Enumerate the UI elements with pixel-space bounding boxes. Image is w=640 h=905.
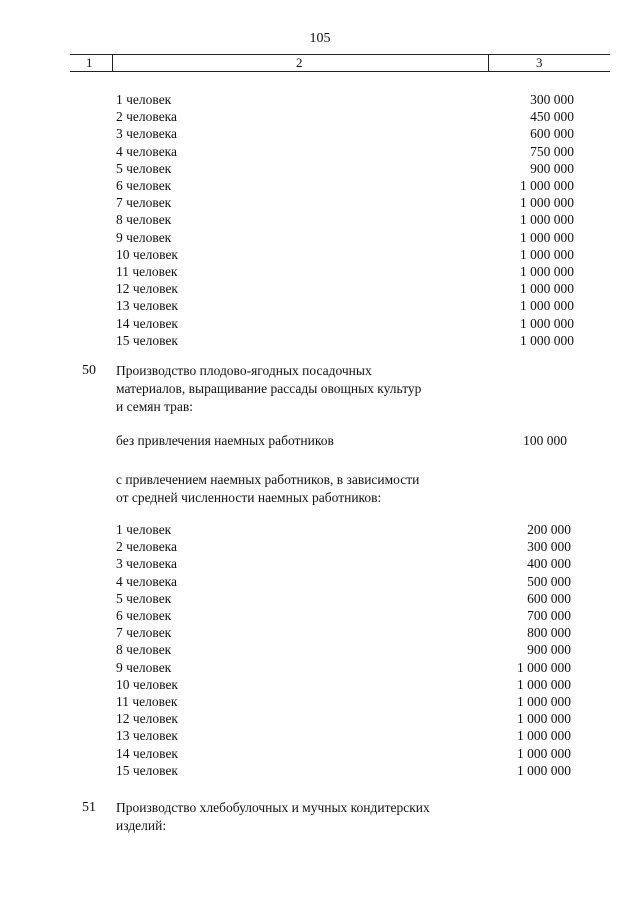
block1-row-value: 1 000 000 xyxy=(520,298,574,314)
block2-row-value: 1 000 000 xyxy=(517,762,571,778)
block1-row-label: 13 человек xyxy=(116,298,178,314)
block2-row xyxy=(0,590,640,607)
block2-row-value: 200 000 xyxy=(527,522,571,537)
block1-row-label: 7 человек xyxy=(116,195,172,211)
block1-row xyxy=(0,177,640,194)
block1-row-value: 900 000 xyxy=(530,160,574,176)
section-51-number: 51 xyxy=(82,800,96,815)
section-51-title-line-1: Производство хлебобулочных и мучных кондитерских xyxy=(116,800,430,815)
page-number: 105 xyxy=(309,31,331,46)
block2-row-value: 400 000 xyxy=(527,556,571,572)
block2-row xyxy=(0,521,640,538)
block1-row-label: 1 человек xyxy=(116,92,172,107)
block1-row xyxy=(0,297,640,314)
block1-row-value: 1 000 000 xyxy=(520,315,574,331)
block1-row-label: 14 человек xyxy=(116,315,178,331)
hire-line-1: с привлечением наемных работников, в зависимости xyxy=(116,472,420,487)
block2-row-label: 5 человек xyxy=(116,590,172,606)
block2-row xyxy=(0,693,640,710)
block2-row-label: 7 человек xyxy=(116,625,172,641)
section-50-title-line-1: Производство плодово-ягодных посадочных xyxy=(116,363,372,378)
block2-row-label: 6 человек xyxy=(116,608,172,623)
block2-row-value: 500 000 xyxy=(527,573,571,589)
block2-row-label: 13 человек xyxy=(116,728,178,744)
block1-row-value: 1 000 000 xyxy=(520,195,574,211)
block2-row-label: 3 человека xyxy=(116,556,178,572)
block2-row-value: 600 000 xyxy=(527,590,571,606)
block2-row xyxy=(0,555,640,572)
block1-row xyxy=(0,315,640,332)
block2-row-label: 2 человека xyxy=(116,539,178,555)
header-col-1: 1 xyxy=(86,55,93,70)
block2-row-label: 10 человек xyxy=(116,676,178,692)
block1-row xyxy=(0,246,640,263)
header-divider-2 xyxy=(488,54,489,72)
block2-row xyxy=(0,745,640,762)
block2-row-value: 1 000 000 xyxy=(517,745,571,761)
block1-row xyxy=(0,125,640,142)
block1-row-value: 450 000 xyxy=(530,109,574,125)
no-hire-row xyxy=(0,432,640,449)
block2-row-label: 9 человек xyxy=(116,659,172,675)
block2-row-label: 15 человек xyxy=(116,762,178,778)
block2-row xyxy=(0,624,640,641)
block2-row xyxy=(0,641,640,658)
block2-row-value: 1 000 000 xyxy=(517,728,571,744)
block2-row-value: 900 000 xyxy=(527,642,571,658)
block1-row-label: 6 человек xyxy=(116,178,172,193)
table-header xyxy=(70,54,610,72)
block1-row-label: 10 человек xyxy=(116,246,178,262)
block2-row-label: 1 человек xyxy=(116,522,172,537)
no-hire-value: 100 000 xyxy=(523,433,567,448)
block2-row xyxy=(0,710,640,727)
block2-row xyxy=(0,607,640,624)
block1-row-value: 1 000 000 xyxy=(520,229,574,245)
block1-row xyxy=(0,108,640,125)
header-divider-1 xyxy=(112,54,113,72)
block1-row-value: 300 000 xyxy=(530,92,574,107)
block1-row-label: 9 человек xyxy=(116,229,172,245)
block1-row xyxy=(0,91,640,108)
block1-row-value: 1 000 000 xyxy=(520,246,574,262)
block2-row-value: 1 000 000 xyxy=(517,711,571,727)
block2-row xyxy=(0,659,640,676)
block1-row-label: 12 человек xyxy=(116,281,178,297)
block1-row-value: 1 000 000 xyxy=(520,264,574,279)
block2-row-value: 1 000 000 xyxy=(517,676,571,692)
no-hire-label: без привлечения наемных работников xyxy=(116,433,334,448)
section-50-title-line-3: и семян трав: xyxy=(116,399,194,414)
block1-row-value: 600 000 xyxy=(530,126,574,142)
block2-row-value: 1 000 000 xyxy=(517,694,571,709)
block2-row-value: 700 000 xyxy=(527,608,571,623)
header-bottom-rule xyxy=(70,71,610,72)
block1-row-label: 11 человек xyxy=(116,264,178,279)
block2-row-label: 14 человек xyxy=(116,745,178,761)
block1-row-value: 1 000 000 xyxy=(520,212,574,228)
block2-row xyxy=(0,676,640,693)
header-col-3: 3 xyxy=(536,55,543,70)
block1-row-label: 2 человека xyxy=(116,109,178,125)
block1-row-value: 750 000 xyxy=(530,143,574,159)
block1-row xyxy=(0,332,640,349)
block2-row xyxy=(0,727,640,744)
block2-row-value: 1 000 000 xyxy=(517,659,571,675)
section-51-title-line-2: изделий: xyxy=(116,818,167,833)
header-col-2: 2 xyxy=(296,55,303,70)
block1-row-label: 8 человек xyxy=(116,212,172,228)
block2-row-label: 11 человек xyxy=(116,694,178,709)
block1-row-value: 1 000 000 xyxy=(520,178,574,193)
block1-row-label: 5 человек xyxy=(116,160,172,176)
block1-row xyxy=(0,211,640,228)
block1-row-value: 1 000 000 xyxy=(520,332,574,348)
block1-row xyxy=(0,263,640,280)
block1-row-label: 4 человека xyxy=(116,143,178,159)
block2-row-value: 800 000 xyxy=(527,625,571,641)
block2-row-label: 8 человек xyxy=(116,642,172,658)
block2-row-label: 12 человек xyxy=(116,711,178,727)
block1-row-label: 15 человек xyxy=(116,332,178,348)
block1-row xyxy=(0,160,640,177)
block2-row xyxy=(0,538,640,555)
block1-row xyxy=(0,280,640,297)
block2-row-value: 300 000 xyxy=(527,539,571,555)
block1-row xyxy=(0,229,640,246)
section-50-number: 50 xyxy=(82,363,96,378)
hire-line-2: от средней численности наемных работников: xyxy=(116,490,382,505)
block2-row xyxy=(0,573,640,590)
block2-row-label: 4 человека xyxy=(116,573,178,589)
block1-row xyxy=(0,143,640,160)
header-top-rule xyxy=(70,54,610,55)
block1-row xyxy=(0,194,640,211)
block2-row xyxy=(0,762,640,779)
section-50-title-line-2: материалов, выращивание рассады овощных культур xyxy=(116,381,422,396)
block1-row-value: 1 000 000 xyxy=(520,281,574,297)
block1-row-label: 3 человека xyxy=(116,126,178,142)
